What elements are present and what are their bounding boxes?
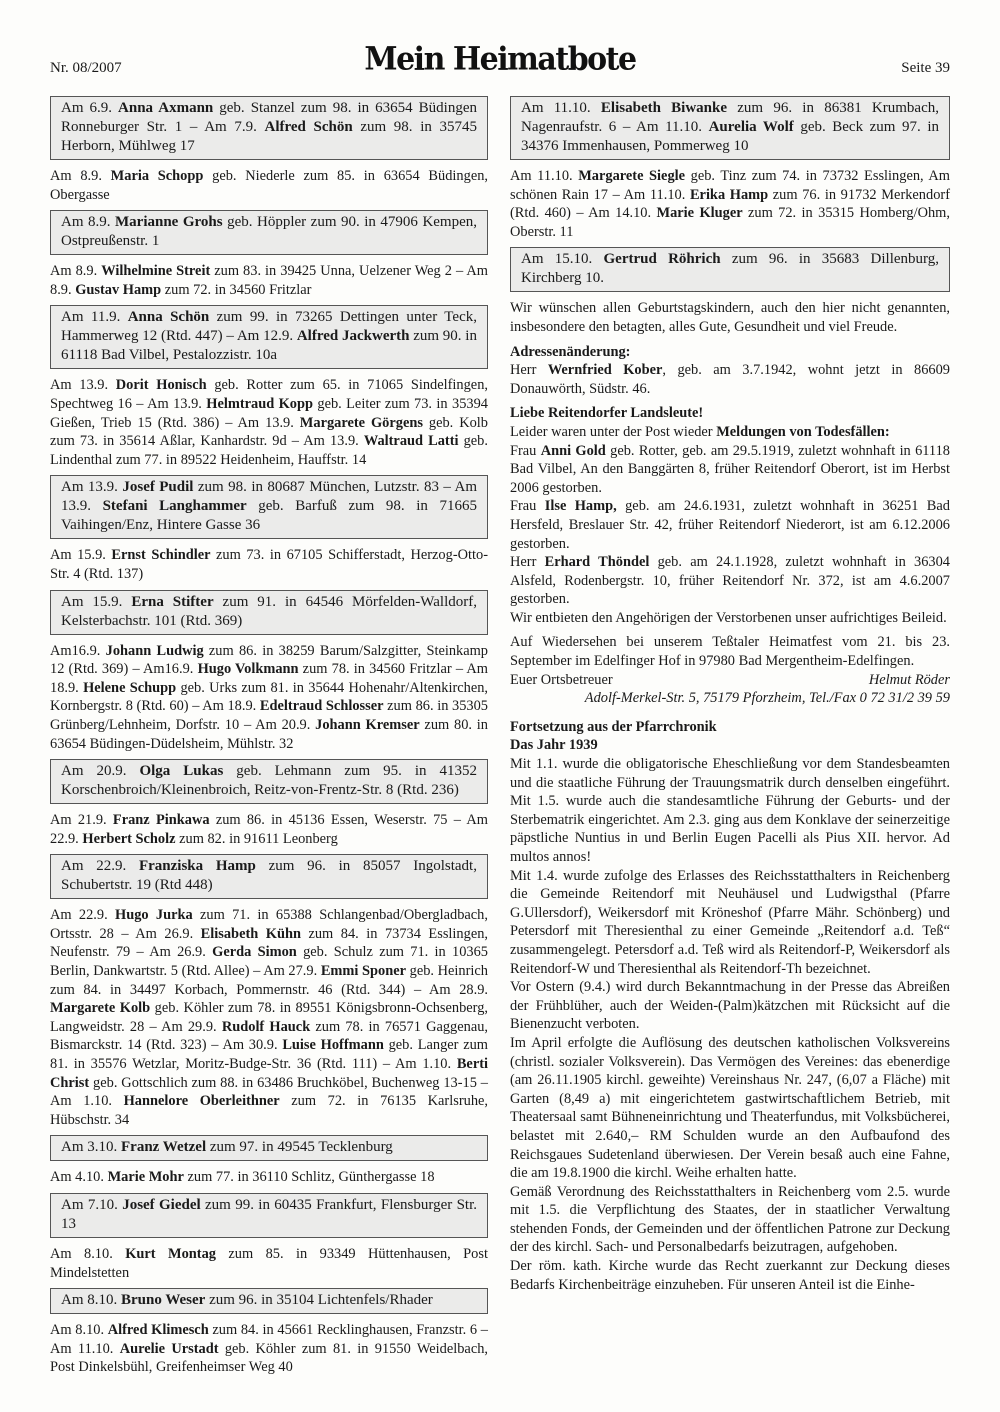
birthday-entry	[50, 642, 488, 754]
entry-text: Frau	[510, 498, 545, 515]
landsleute-heading: Liebe Reitendorfer Landsleute!	[510, 405, 704, 422]
person-name: Hugo Jurka	[115, 907, 193, 924]
entry-text: zum 85. in 93349 Hüttenhausen, Post Mindelstetten	[50, 1246, 488, 1281]
page-header	[50, 41, 950, 92]
entry-text: zum 76. in 91732 Merkendorf (Rtd. 460) – Am 14.10.	[510, 186, 950, 222]
entry-text: Am 3.10.	[61, 1139, 121, 1156]
entry-text: zum 97. in 49545 Tecklenburg	[206, 1139, 393, 1156]
person-name: Alfred Klimesch	[107, 1322, 209, 1339]
birthday-entry-boxed	[50, 1288, 488, 1314]
entry-text: zum 98. in 80687 München, Lutzstr. 83 – Am 13.9.	[61, 479, 478, 515]
death-notice	[510, 497, 950, 553]
birthday-entry	[510, 167, 950, 241]
chronicle-heading: Fortsetzung aus der Pfarrchronik	[510, 718, 717, 735]
entry-text: Am 15.9.	[50, 547, 112, 564]
birthday-entry	[50, 262, 488, 299]
entry-text: Frau	[510, 442, 541, 459]
entry-text: zum 82. in 91611 Leonberg	[175, 830, 338, 847]
birthday-wishes: Wir wünschen allen Geburtstagskindern, auch den hier nicht genannten, insbesondere den betagten, alles Gute, Gesundheit und viel Freude.	[510, 300, 950, 335]
entry-text: zum 72. in 34560 Fritzlar	[161, 281, 312, 298]
birthday-entry-boxed	[50, 1135, 488, 1161]
person-name: Gerda Simon	[212, 944, 297, 961]
birthday-entry-boxed	[50, 305, 488, 369]
entry-text: geb. Kolb zum 73. in 35614 Aßlar, Kanhardstr. 9d – Am 13.9.	[50, 414, 488, 450]
entry-text: zum 84. in 45661 Recklinghausen, Franzstr. 6 – Am 11.10.	[50, 1322, 488, 1357]
signer-address: Adolf-Merkel-Str. 5, 75179 Pforzheim, Tel./Fax 0 72 31/2 39 59	[584, 690, 950, 707]
person-name: Edeltraud Schlosser	[259, 698, 384, 715]
entry-text: Am 13.9.	[50, 377, 116, 394]
person-name: Emmi Sponer	[320, 963, 407, 980]
chronicle-year: Das Jahr 1939	[510, 737, 598, 754]
entry-text: geb. Schulz zum 71. in 10365 Berlin, Dankwartstr. 5 (Rtd. Allee) – Am 27.9.	[50, 944, 488, 980]
reunion-text: Auf Wiedersehen bei unserem Teßtaler Heimatfest vom 21. bis 23. September im Edelfinger Hof in 97980 Bad Mergentheim-Edelfingen.	[510, 634, 950, 670]
person-name: Helene Schupp	[83, 679, 177, 696]
entry-text: Leider waren unter der Post wieder	[510, 423, 717, 440]
person-name: Josef Giedel	[122, 1197, 201, 1213]
person-name: Luise Hoffmann	[282, 1037, 384, 1054]
entry-text: zum 72. in 35315 Homberg/Ohm, Oberstr. 11	[510, 205, 950, 240]
person-name: Marie Mohr	[107, 1169, 184, 1186]
person-name: Aurelie Urstadt	[119, 1340, 219, 1357]
entry-text: zum 73. in 67105 Schifferstadt, Herzog-Otto-Str. 4 (Rtd. 137)	[50, 547, 488, 582]
person-name: Aurelia Wolf	[708, 119, 794, 135]
entry-text: Am 15.10.	[521, 251, 604, 268]
person-name: Marie Kluger	[656, 205, 743, 222]
birthday-entry-boxed	[50, 590, 488, 635]
birthday-entry	[50, 1321, 488, 1377]
chronicle-paragraph: Der röm. kath. Kirche wurde das Recht zuerkannt zur Deckung dieses Bedarfs Kirchenbeiträge einzuheben. Für unseren Anteil ist die Einhe-	[510, 1258, 950, 1293]
entry-text: zum 96. in 35104 Lichtenfels/Rhader	[205, 1292, 433, 1309]
birthday-entry-boxed	[50, 475, 488, 539]
birthday-entry-boxed	[50, 1193, 488, 1238]
person-name: Erika Hamp	[689, 186, 769, 203]
person-name: Rudolf Hauck	[221, 1018, 311, 1035]
signature-line	[510, 671, 950, 690]
person-name: Margarete Kolb	[50, 1000, 151, 1017]
entry-text: Am 22.9.	[50, 907, 115, 924]
person-name: Ernst Schindler	[111, 547, 211, 564]
entry-text: Am 11.9.	[61, 309, 128, 326]
person-name: Dorit Honisch	[115, 377, 207, 394]
entry-text: zum 80. in 63654 Büdingen-Düdelsheim, Mühlstr. 32	[50, 716, 488, 752]
entry-text: zum 86. in 38259 Barum/Salzgitter, Steinkamp 12 (Rtd. 369) – Am16.9.	[50, 642, 489, 678]
entry-text: zum 96. in 35683 Dillenburg, Kirchberg 10.	[521, 251, 940, 287]
entry-text: zum 86. in 45136 Essen, Weserstr. 75 – Am 22.9.	[50, 812, 488, 847]
entry-text: Am 6.9.	[61, 100, 119, 116]
left-column	[50, 96, 488, 1383]
entry-text: zum 78. in 34560 Fritzlar – Am 18.9.	[50, 661, 488, 696]
entry-text: zum 72. in 76135 Karlsruhe, Hübschstr. 34	[50, 1093, 488, 1128]
person-name: Josef Pudil	[122, 479, 194, 496]
birthday-entry-boxed	[50, 759, 488, 804]
person-name: Elisabeth Kühn	[200, 925, 301, 942]
person-name: Alfred Schön	[264, 119, 353, 135]
person-name: Johann Ludwig	[105, 642, 204, 659]
death-notice	[510, 553, 950, 609]
person-name: Anna Axmann	[118, 100, 214, 116]
right-column	[510, 96, 950, 1294]
person-name: Wilhelmine Streit	[101, 263, 211, 280]
person-name: Gustav Hamp	[75, 281, 162, 298]
entry-text: zum 98. in 35745 Herborn, Mühlweg 17	[61, 119, 478, 154]
entry-text: Am 20.9.	[61, 763, 140, 780]
entry-text: Herr	[510, 362, 548, 379]
birthday-entry	[50, 167, 488, 204]
entry-text: zum 99. in 73265 Dettingen unter Teck, Hammerweg 12 (Rtd. 447) – Am 12.9.	[61, 309, 477, 345]
entry-text: geb. am 24.6.1931, zuletzt wohnhaft in 36251 Bad Hersfeld, Breslauer Str. 42, früher Reitendorf Niederort, ist am 6.12.2006 gestorben.	[510, 498, 950, 552]
person-name: Franz Wetzel	[121, 1139, 207, 1156]
entry-text: geb. Köhler zum 81. in 91550 Weidelbach, Post Dinkelsbühl, Greifenheimser Weg 40	[50, 1340, 488, 1376]
entry-text: Am16.9.	[50, 642, 106, 659]
entry-text: geb. Gottschlich zum 88. in 63486 Bruchköbel, Buchenweg 13-15 – Am 1.10.	[50, 1074, 488, 1110]
condolence-text: Wir entbieten den Angehörigen der Verstorbenen unser aufrichtiges Beileid.	[510, 609, 947, 626]
entry-text: Am 11.10.	[521, 100, 601, 116]
person-name: Margarete Siegle	[578, 168, 686, 184]
entry-text: zum 84. in 73734 Esslingen, Neufenstr. 79 – Am 26.9.	[50, 925, 488, 961]
person-name: Herbert Scholz	[82, 830, 176, 847]
entry-text: geb. Niederle zum 85. in 63654 Büdingen, Obergasse	[50, 168, 488, 203]
entry-text: Am 13.9.	[61, 479, 123, 496]
entry-text: Am 4.10.	[50, 1169, 108, 1186]
person-name: Franziska Hamp	[138, 858, 256, 875]
entry-text: Am 21.9.	[50, 812, 113, 829]
person-name: Anni Gold	[540, 442, 606, 459]
person-name: Hugo Volkmann	[197, 661, 299, 678]
person-name: Anna Schön	[127, 309, 210, 326]
entry-text: zum 99. in 60435 Frankfurt, Flensburger Str. 13	[61, 1197, 478, 1232]
chronicle-paragraph: Gemäß Verordnung des Reichsstatthalters in Reichenberg vom 2.5. wurde mit 1.5. die Verpflichtung des Staates, der in staatlicher Verwaltung stehenden Fonds, der Gemeinden und der öffentlichen Patrone zur Deckung der des kirchl. Sach- und Personalbedarfs beizutragen, aufgehoben.	[510, 1183, 950, 1256]
entry-text: Am 8.9.	[61, 214, 116, 231]
death-notice-intro	[510, 423, 950, 442]
chronicle-paragraph: Mit 1.1. wurde die obligatorische Eheschließung vor dem Standesbeamten und die staatliche Führung der Trauungsmatrik durch denselben eingeführt. Mit 1.5. wurde auch die standesamtliche Führung der Geburts- und der Sterbematrik eingerichtet. Am 2.3. ging aus dem Konklave der seinerzeitige päpstliche Nuntius in und Berlin Eugen Pacelli als Pius XII. hervor. Ad multos annos!	[510, 756, 950, 865]
person-name: Olga Lukas	[139, 763, 224, 780]
person-name: Waltraud Latti	[363, 433, 459, 450]
entry-text: geb. Barfuß zum 98. in 71665 Vaihingen/Enz, Hintere Gasse 36	[61, 498, 478, 534]
person-name: Erna Stifter	[131, 593, 214, 610]
entry-text: Am 8.9.	[50, 168, 111, 184]
entry-text: geb. Heinrich zum 84. in 34497 Korbach, Pommernstr. 46 (Rtd. 344) – Am 28.9.	[50, 963, 488, 998]
death-notices	[510, 442, 950, 609]
person-name: Marianne Grohs	[115, 214, 223, 231]
entry-text: geb. Rotter, geb. am 29.5.1919, zuletzt wohnhaft in 61118 Bad Vilbel, An den Banggärten 8, früher Reitendorf Oberort, ist im Herbst 2006 gestorben.	[510, 442, 950, 496]
entry-text: zum 77. in 36110 Schlitz, Günthergasse 18	[183, 1169, 435, 1186]
birthday-entry-boxed	[50, 96, 488, 160]
entry-text: geb. am 24.1.1928, zuletzt wohnhaft in 36304 Alsfeld, Rodenbergstr. 10, früher Reitendorf Nr. 372, ist am 4.6.2007 gestorben.	[510, 554, 950, 608]
entry-text: Am 22.9.	[61, 858, 139, 875]
person-name: Johann Kremser	[315, 716, 420, 733]
chronicle-paragraph: Vor Ostern (9.4.) wird durch Bekanntmachung in der Presse das Abreißen der Frühblüher, auch der Weiden-(Palm)kätzchen mit Rücksicht auf die Bienenzucht verboten.	[510, 979, 950, 1033]
person-name: Alfred Jackwerth	[296, 328, 410, 345]
entry-text: geb. Lehmann zum 95. in 41352 Korschenbroich/Kleinenbroich, Reitz-von-Frentz-Str. 8 (Rtd. 236)	[61, 763, 477, 799]
entry-text: Am 8.9.	[50, 263, 102, 280]
entry-text: geb. Tinz zum 74. in 73732 Esslingen, Am schönen Rain 17 – Am 11.10.	[510, 168, 950, 203]
person-name: Margarete Görgens	[299, 414, 423, 431]
person-name: Stefani Langhammer	[102, 498, 247, 515]
entry-text: geb. Stanzel zum 98. in 63654 Büdingen Ronneburger Str. 1 – Am 7.9.	[61, 100, 477, 135]
birthday-entry-boxed	[50, 210, 488, 255]
entry-text: geb. Rotter zum 65. in 71065 Sindelfingen, Spechtweg 16 – Am 13.9.	[50, 377, 488, 412]
entry-text: geb. Köhler zum 78. in 89551 Königsbronn-Ochsenberg, Langweidstr. 28 – Am 29.9.	[50, 1000, 488, 1035]
entry-text: zum 91. in 64546 Mörfelden-Walldorf, Kelsterbachstr. 101 (Rtd. 369)	[61, 593, 477, 629]
issue-number: Nr. 08/2007	[50, 60, 122, 76]
signer-name: Helmut Röder	[868, 671, 950, 688]
death-notice	[510, 442, 950, 498]
entry-text: geb. Urks zum 81. in 35644 Hohenahr/Altenkirchen, Kornbergstr. 8 (Rtd. 60) – Am 18.9.	[50, 679, 488, 715]
birthday-entry-boxed	[510, 247, 950, 292]
person-name: Franz Pinkawa	[112, 812, 210, 829]
entry-text: zum 96. in 86381 Krumbach, Nagenraufstr. 6 – Am 11.10.	[521, 100, 939, 135]
page-number: Seite 39	[901, 60, 950, 76]
entry-text: zum 86. in 35305 Grünberg/Lehnheim, Dorfstr. 10 – Am 20.9.	[50, 698, 489, 733]
entry-text: geb. Leiter zum 73. in 35394 Gießen, Trieb 15 (Rtd. 386) – Am 13.9.	[50, 395, 488, 431]
person-name: Meldungen von Todesfällen:	[716, 423, 890, 440]
entry-text: Am 7.10.	[61, 1197, 123, 1213]
person-name: Kurt Montag	[125, 1246, 216, 1262]
person-name: Bruno Weser	[121, 1292, 206, 1309]
entry-text: Am 11.10.	[510, 168, 579, 184]
person-name: Gertrud Röhrich	[603, 251, 721, 268]
person-name: Erhard Thöndel	[544, 554, 650, 571]
entry-text: zum 90. in 61118 Bad Vilbel, Pestalozzistr. 10a	[61, 328, 477, 364]
entry-text: zum 96. in 85057 Ingolstadt, Schubertstr. 19 (Rtd 448)	[61, 858, 477, 894]
entry-text: geb. Höppler zum 90. in 47906 Kempen, Ostpreußenstr. 1	[61, 214, 478, 250]
chronicle-paragraph: Mit 1.4. wurde zufolge des Erlasses des Reichsstatthalters in Reichenberg die Gemeinde Reitendorf mit Neuhäusel und Ludwigsthal (Pfarre G.Ullersdorf), Weikersdorf mit Kröneshof (Pfarre Mähr. Schönberg) und Petersdorf mit Theresienthal zu einer Gemeinde „Reitendorf a.d. Teß“ zusammengelegt. Petersdorf a.d. Teß wird als Reitendorf-P, Weikersdorf als Reitendorf-W und Theresienthal als Reitendorf-Th bezeichnet.	[510, 867, 950, 977]
person-name: Helmtraud Kopp	[206, 395, 313, 412]
chronicle-paragraph: Im April erfolgte die Auflösung des deutschen katholischen Volksvereins (christl. sozialer Volksverein). Das Vermögen des Vereines: das ebenerdige (am 26.11.1905 kirchl. geweihte) Vereinshaus Nr. 247, (6,07 a Fläche) mit Garten (8,49 a) mit eingerichtetem gastwirtschaftlichem Betrieb, mit Theatersaal samt Bühneneinrichtung und Theaterfundus, mit Volksbücherei, belastet mit 2.640,– RM Schulden wurde an den Aufbaufond des Reichsgaues Sudetenland überwiesen. Der Verein besaß auch eine Fahne, die am 19.8.1900 die kirchl. Weihe erhalten hatte.	[510, 1034, 950, 1182]
entry-text: zum 78. in 76571 Gaggenau, Bismarckstr. 14 (Rtd. 323) – Am 30.9.	[50, 1018, 489, 1054]
chronicle-text	[510, 755, 950, 1294]
birthday-entry	[50, 546, 488, 583]
entry-text: Am 8.10.	[61, 1292, 121, 1309]
address-change-heading: Adressenänderung:	[510, 343, 631, 360]
entry-text: Am 8.10.	[50, 1322, 108, 1339]
entry-text: Herr	[510, 554, 545, 571]
newspaper-logo: Mein Heimatbote	[364, 41, 636, 78]
entry-text: geb. Lindenthal zum 77. in 89522 Heidenheim, Hauffstr. 14	[50, 433, 488, 468]
entry-text: Am 15.9.	[61, 593, 132, 610]
birthday-entry-boxed	[50, 854, 488, 899]
entry-text: geb. Beck zum 97. in 34376 Immenhausen, Pommerweg 10	[521, 119, 939, 154]
birthday-entry	[50, 811, 488, 848]
person-name: Wernfried Kober	[547, 362, 663, 379]
entry-text: zum 71. in 65388 Schlangenbad/Obergladbach, Ortsstr. 28 – Am 26.9.	[50, 907, 488, 942]
person-name: Hannelore Oberleithner	[123, 1093, 280, 1110]
birthday-entry-boxed	[510, 96, 950, 160]
person-name: Elisabeth Biwanke	[600, 100, 728, 116]
entry-text: Am 8.10.	[50, 1246, 126, 1262]
entry-text: , geb. am 3.7.1942, wohnt jetzt in 86609 Donauwörth, Südstr. 46.	[510, 362, 950, 397]
entry-text: zum 83. in 39425 Unna, Uelzener Weg 2 – Am 8.9.	[50, 263, 488, 298]
address-change-text	[510, 361, 950, 398]
entry-text: geb. Langer zum 81. in 35576 Wetzlar, Moritz-Budge-Str. 36 (Rtd. 111) – Am 1.10.	[50, 1037, 488, 1073]
birthday-entry	[50, 376, 488, 469]
birthday-entry	[50, 1245, 488, 1282]
person-name: Ilse Hamp,	[544, 498, 617, 515]
birthday-list-continued	[510, 96, 950, 292]
person-name: Maria Schopp	[110, 168, 204, 184]
birthday-entry	[50, 906, 488, 1129]
signoff: Euer Ortsbetreuer	[510, 671, 613, 688]
person-name: Berti Christ	[50, 1056, 488, 1091]
birthday-entry	[50, 1168, 488, 1187]
